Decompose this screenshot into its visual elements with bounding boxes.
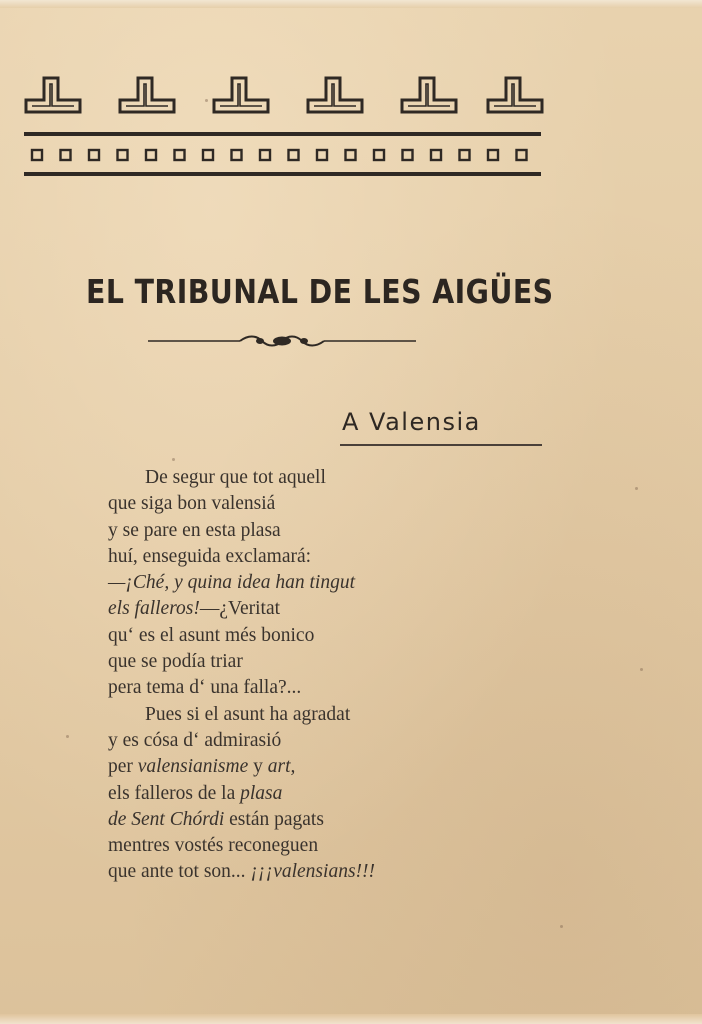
- poem-line: [108, 781, 528, 807]
- paper-speck: [172, 458, 175, 461]
- border-rule-top: [24, 132, 541, 136]
- poem-fragment: —¿Veritat: [199, 598, 281, 620]
- t-ornament: [308, 78, 362, 112]
- poem-line: qu‘ es el asunt més bonico: [108, 624, 315, 646]
- border-rule-bottom: [24, 172, 541, 176]
- poem-line: que se podía triar: [108, 651, 243, 673]
- square-row: [32, 150, 527, 160]
- poem-italic-fragment: valensianisme: [137, 756, 249, 778]
- poem-line: [108, 596, 528, 622]
- decorative-border: [24, 72, 544, 182]
- poem-italic-fragment: ¡¡¡valensians!!!: [250, 861, 376, 883]
- t-ornament: [488, 78, 542, 112]
- poem-line: pera tema d‘ una falla?...: [108, 677, 302, 699]
- poem-fragment: els falleros de la: [108, 782, 241, 804]
- poem-text: [108, 465, 528, 886]
- t-ornament: [26, 78, 80, 112]
- poem-line: y es cósa d‘ admirasió: [108, 729, 282, 751]
- poem-italic-fragment: plasa: [240, 782, 283, 804]
- poem-line: que siga bon valensiá: [108, 493, 276, 515]
- poem-line: [108, 754, 528, 780]
- paper-speck: [640, 668, 643, 671]
- poem-line: [108, 859, 528, 885]
- paper-speck: [560, 925, 563, 928]
- paper-speck: [635, 487, 638, 490]
- poem-line: y se pare en esta plasa: [108, 519, 281, 541]
- page-top-edge: [0, 0, 702, 8]
- page-bottom-edge: [0, 1014, 702, 1024]
- title-ornament-rule: [148, 334, 416, 348]
- poem-fragment: y: [248, 756, 268, 778]
- poem-line: [108, 807, 528, 833]
- poem-line: huí, enseguida exclamará:: [108, 545, 312, 567]
- paper-speck: [66, 735, 69, 738]
- poem-fragment: que ante tot son...: [108, 861, 251, 883]
- poem-line: De segur que tot aquell: [145, 467, 326, 488]
- paper-speck: [205, 99, 208, 102]
- page-title: EL TRIBUNAL DE LES AIGÜES: [86, 272, 554, 311]
- dedication-heading: A Valensia: [342, 408, 481, 436]
- t-ornament: [402, 78, 456, 112]
- poem-fragment: están pagats: [224, 808, 324, 830]
- poem-italic-fragment: els falleros!: [108, 598, 200, 620]
- poem-italic-fragment: art,: [267, 756, 296, 778]
- dedication-underline: [340, 444, 542, 446]
- poem-fragment: per: [108, 756, 138, 778]
- poem-line: mentres vostés reconeguen: [108, 835, 319, 857]
- poem-line: Pues si el asunt ha agradat: [145, 703, 351, 725]
- t-ornament: [214, 78, 268, 112]
- poem-italic-fragment: de Sent Chórdi: [108, 808, 225, 830]
- t-ornament: [120, 78, 174, 112]
- poem-line: —¡Ché, y quina idea han tingut: [108, 572, 355, 594]
